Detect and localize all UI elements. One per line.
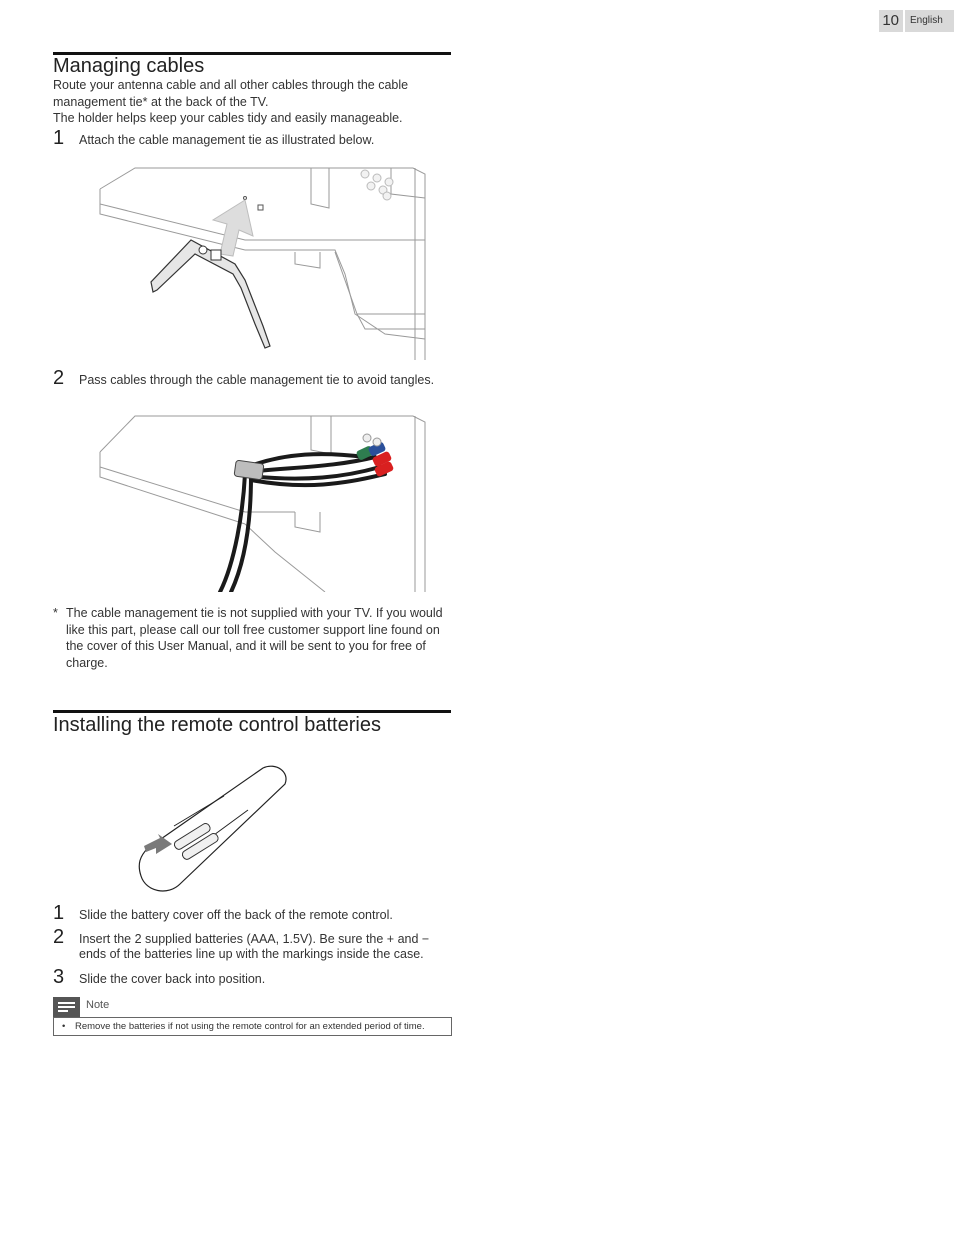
page-tab [879,10,954,32]
section-installing-batteries [53,713,451,737]
step-text: Attach the cable management tie as illustrated below. [79,133,375,147]
intro-text-line: management tie* at the back of the TV. [53,94,269,109]
step-number: 3 [53,966,65,988]
step-number: 1 [53,127,65,149]
footnote-line: like this part, please call our toll free customer support line found on [66,622,440,637]
battery-steps [53,902,451,997]
step-text: Pass cables through the cable management tie to avoid tangles. [79,373,435,387]
intro-text-line: The holder helps keep your cables tidy and easily manageable. [53,111,403,125]
footnote-marker: * [53,606,58,620]
note-text: Remove the batteries if not using the remote control for an extended period of time. [75,1021,425,1032]
section-title: Managing cables [53,55,205,77]
step-text: Slide the cover back into position. [79,972,266,986]
note-label: Note [86,999,110,1011]
note-bullet: • [62,1021,66,1032]
cables-step-1 [53,127,451,157]
note-icon [53,997,80,1017]
section-managing-cables [53,55,451,127]
footnote-line: charge. [66,655,108,670]
note-box [53,1017,452,1036]
tie-attach-illustration [95,164,427,360]
cables-tangle-illustration [95,412,427,592]
section-title: Installing the remote control batteries [53,714,381,736]
page-number: 10 [879,10,903,32]
step-number: 2 [53,367,65,389]
remote-battery-illustration [138,764,290,894]
note-block [53,997,451,1037]
step-number: 2 [53,926,65,948]
language-label: English [905,10,954,32]
step-text: Insert the 2 supplied batteries (AAA, 1.5V). Be sure the + and − [79,932,430,946]
intro-text-line: Route your antenna cable and all other cables through the cable [53,78,409,92]
step-text: Slide the battery cover off the back of the remote control. [79,908,393,922]
footnote-line: The cable management tie is not supplied with your TV. If you would [66,606,443,620]
step-number: 1 [53,902,65,924]
cables-step-2 [53,367,451,397]
step-text-continued: ends of the batteries line up with the markings inside the case. [79,947,424,961]
footnote-line: the cover of this User Manual, and it will be sent to you for free of [66,639,426,653]
